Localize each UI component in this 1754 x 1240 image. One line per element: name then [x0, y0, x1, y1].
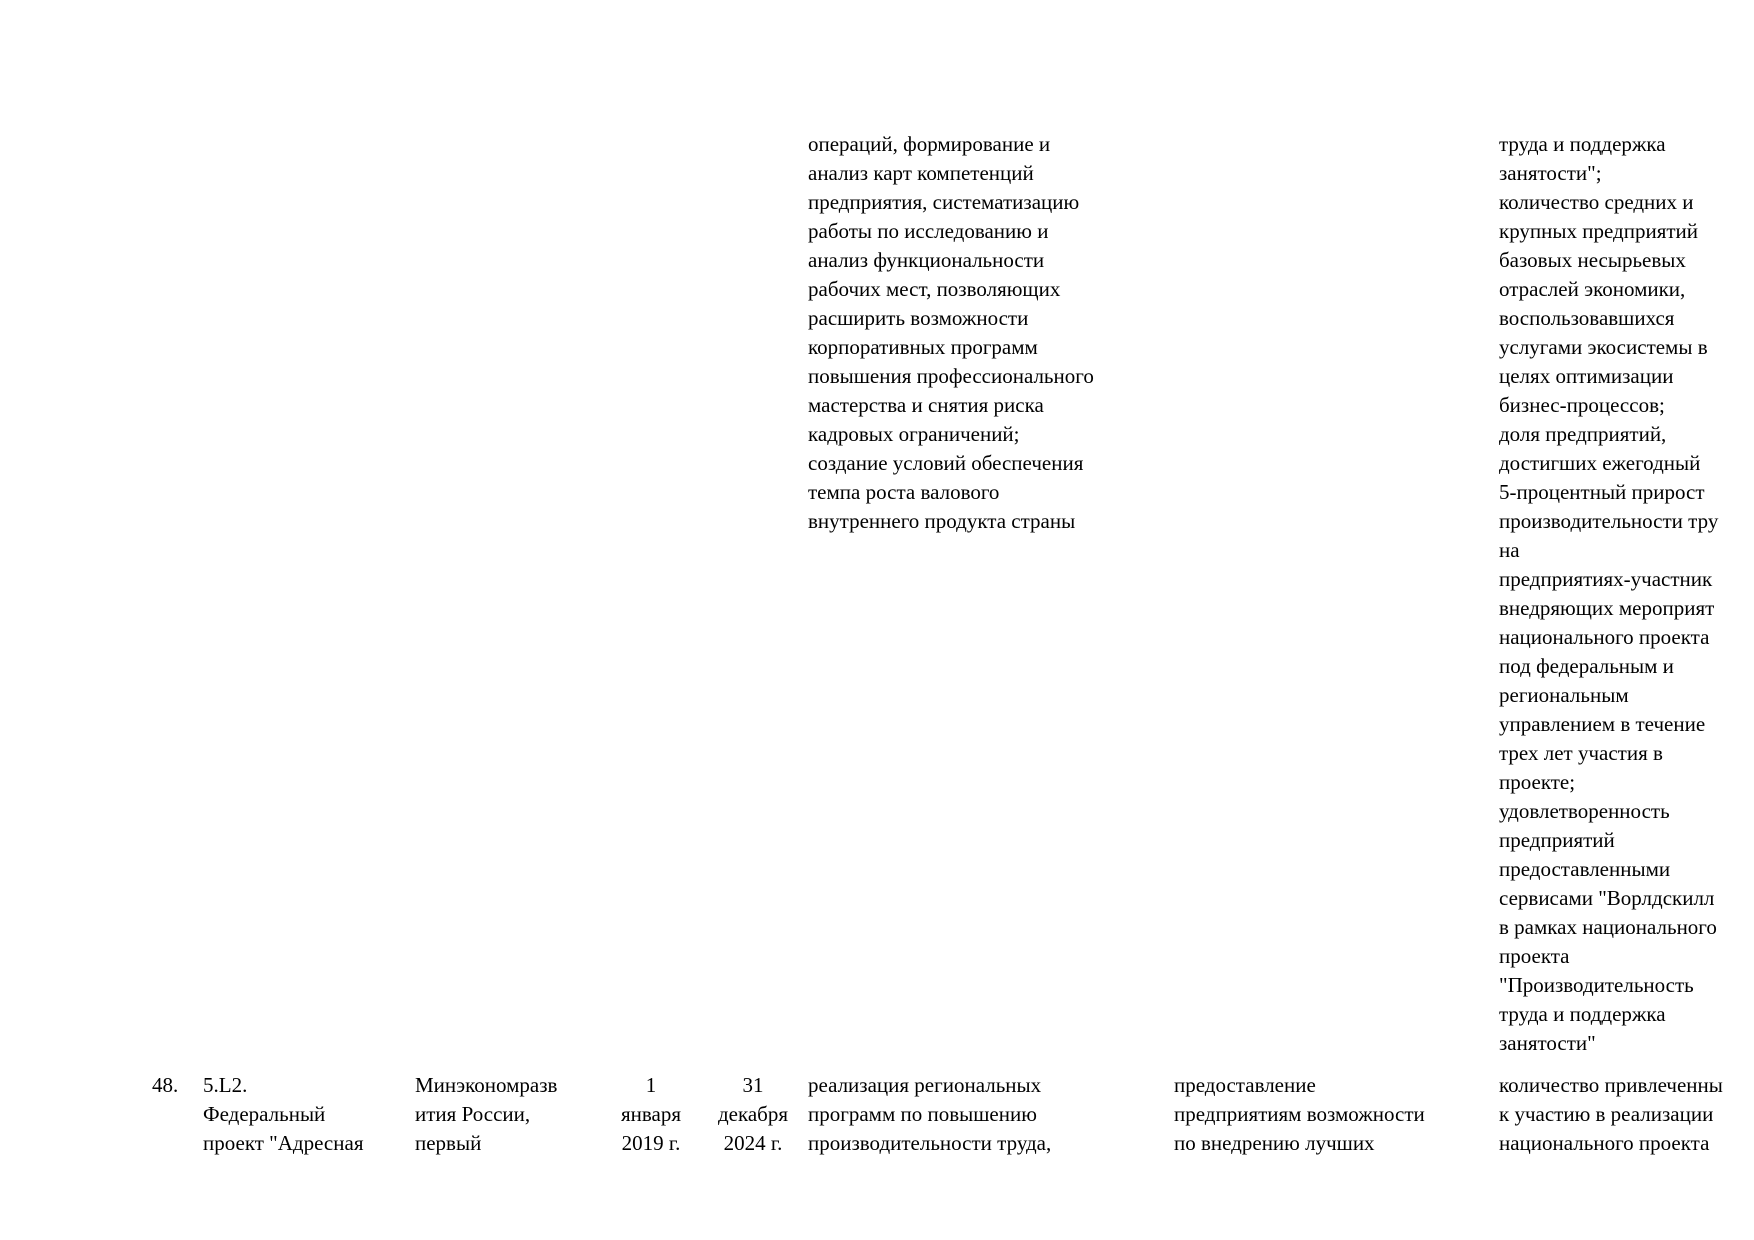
- text-line: декабря: [717, 1102, 789, 1126]
- text-line: анализ карт компетенций: [808, 161, 1034, 185]
- text-line: проекта: [1499, 944, 1570, 968]
- continuation-indicator-text: [1499, 130, 1718, 1058]
- text-line: повышения профессионального: [808, 364, 1094, 388]
- text-line: "Производительность: [1499, 973, 1694, 997]
- row-number: [152, 1071, 178, 1100]
- text-line: расширить возможности: [808, 306, 1029, 330]
- text-line: производительности тру: [1499, 509, 1719, 533]
- text-line: предоставленными: [1499, 857, 1671, 881]
- text-line: рабочих мест, позволяющих: [808, 277, 1061, 301]
- text-line: операций, формирование и: [808, 132, 1051, 156]
- text-line: кадровых ограничений;: [808, 422, 1020, 446]
- text-line: базовых несырьевых: [1499, 248, 1686, 272]
- text-line: темпа роста валового: [808, 480, 1000, 504]
- text-line: управлением в течение: [1499, 712, 1706, 736]
- text-line: реализация региональных: [808, 1073, 1042, 1097]
- text-line: 5.L2.: [203, 1073, 248, 1097]
- text-line: проект "Адресная: [203, 1131, 364, 1155]
- text-line: целях оптимизации: [1499, 364, 1674, 388]
- text-line: услугами экосистемы в: [1499, 335, 1708, 359]
- text-line: 2024 г.: [723, 1131, 783, 1155]
- text-line: на: [1499, 538, 1520, 562]
- text-line: работы по исследованию и: [808, 219, 1049, 243]
- text-line: крупных предприятий: [1499, 219, 1699, 243]
- text-line: Минэкономразв: [415, 1073, 558, 1097]
- text-line: января: [620, 1102, 682, 1126]
- text-line: внутреннего продукта страны: [808, 509, 1076, 533]
- text-line: достигших ежегодный: [1499, 451, 1701, 475]
- text-line: предприятиям возможности: [1174, 1102, 1425, 1126]
- text-line: первый: [415, 1131, 482, 1155]
- text-line: отраслей экономики,: [1499, 277, 1686, 301]
- text-line: занятости";: [1499, 161, 1602, 185]
- text-line: труда и поддержка: [1499, 132, 1666, 156]
- text-line: доля предприятий,: [1499, 422, 1667, 446]
- row-executor: [415, 1071, 557, 1158]
- text-line: количество средних и: [1499, 190, 1694, 214]
- text-line: производительности труда,: [808, 1131, 1052, 1155]
- text-line: количество привлеченны: [1499, 1073, 1723, 1097]
- row-start-date: [606, 1071, 696, 1158]
- text-line: анализ функциональности: [808, 248, 1045, 272]
- row-result: [1174, 1071, 1425, 1158]
- text-line: к участию в реализации: [1499, 1102, 1714, 1126]
- text-line: предприятий: [1499, 828, 1615, 852]
- text-line: корпоративных программ: [808, 335, 1038, 359]
- text-line: сервисами "Ворлдскилл: [1499, 886, 1715, 910]
- text-line: 5-процентный прирост: [1499, 480, 1705, 504]
- text-line: по внедрению лучших: [1174, 1131, 1375, 1155]
- row-indicator: [1499, 1071, 1723, 1158]
- row-name: [203, 1071, 363, 1158]
- text-line: 2019 г.: [621, 1131, 681, 1155]
- text-line: региональным: [1499, 683, 1629, 707]
- text-line: проекте;: [1499, 770, 1576, 794]
- text-line: под федеральным и: [1499, 654, 1674, 678]
- text-line: предприятия, систематизацию: [808, 190, 1080, 214]
- continuation-goal-text: [808, 130, 1094, 536]
- text-line: занятости": [1499, 1031, 1596, 1055]
- text-line: удовлетворенность: [1499, 799, 1670, 823]
- text-line: Федеральный: [203, 1102, 326, 1126]
- text-line: трех лет участия в: [1499, 741, 1663, 765]
- text-line: программ по повышению: [808, 1102, 1037, 1126]
- text-line: 1: [645, 1073, 657, 1097]
- text-line: в рамках национального: [1499, 915, 1717, 939]
- text-line: мастерства и снятия риска: [808, 393, 1044, 417]
- text-line: национального проекта: [1499, 1131, 1710, 1155]
- text-line: предоставление: [1174, 1073, 1316, 1097]
- text-line: национального проекта: [1499, 625, 1710, 649]
- text-line: бизнес-процессов;: [1499, 393, 1665, 417]
- row-end-date: [706, 1071, 800, 1158]
- text-line: создание условий обеспечения: [808, 451, 1084, 475]
- text-line: предприятиях-участник: [1499, 567, 1713, 591]
- row-goal: [808, 1071, 1051, 1158]
- row-number-text: 48.: [152, 1073, 179, 1097]
- text-line: воспользовавшихся: [1499, 306, 1675, 330]
- text-line: внедряющих мероприят: [1499, 596, 1715, 620]
- text-line: 31: [742, 1073, 764, 1097]
- text-line: ития России,: [415, 1102, 531, 1126]
- text-line: труда и поддержка: [1499, 1002, 1666, 1026]
